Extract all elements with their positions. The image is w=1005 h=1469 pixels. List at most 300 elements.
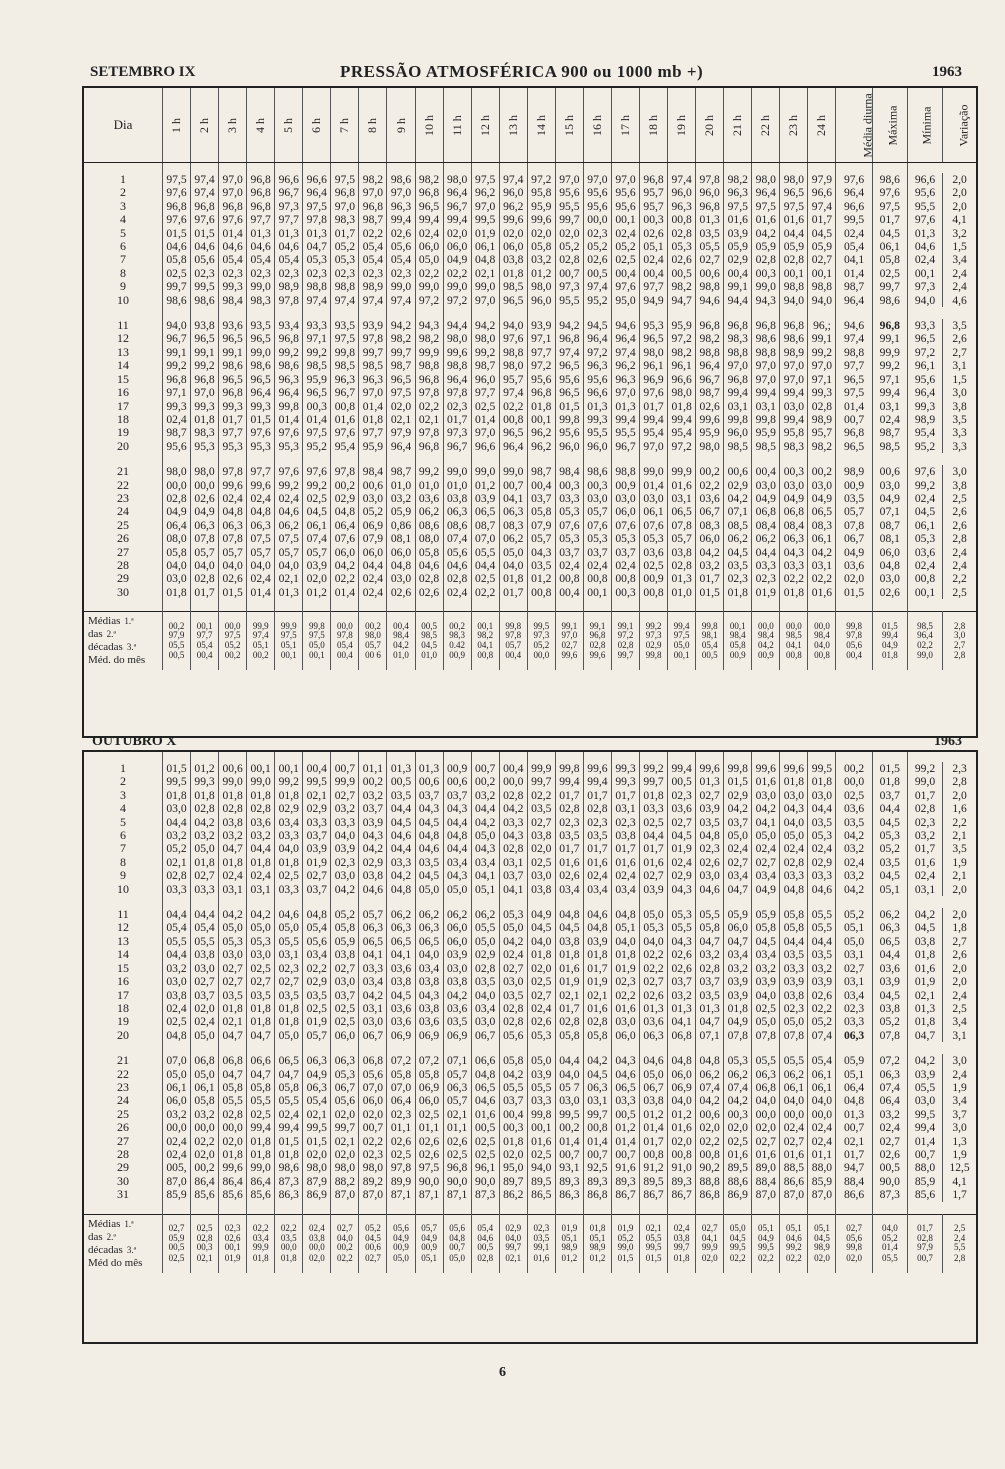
mean-value: 99,6 bbox=[561, 650, 578, 661]
value-cell: 01,3 bbox=[640, 1002, 668, 1015]
day-cell: 8 bbox=[119, 854, 126, 869]
value-cell: 01,6 bbox=[780, 213, 808, 226]
day-cell: 14 bbox=[116, 358, 129, 373]
value-cell: 02,4 bbox=[162, 1135, 190, 1148]
value-cell: 99,9 bbox=[668, 465, 696, 478]
value-cell: 96,8 bbox=[359, 200, 387, 213]
value-cell: 01,7 bbox=[611, 789, 639, 802]
table-row bbox=[84, 989, 976, 1002]
mean-value: 00,1 bbox=[477, 620, 494, 631]
value-cell: 02,4 bbox=[808, 1121, 836, 1134]
value-cell: 02,3 bbox=[443, 400, 471, 413]
value-cell: 08,1 bbox=[387, 532, 415, 545]
value-cell: 06,3 bbox=[640, 1029, 668, 1042]
value-cell: 05,0 bbox=[191, 842, 219, 855]
value-cell: 03,8 bbox=[162, 989, 190, 1002]
value-cell: 1,3 bbox=[943, 1135, 976, 1148]
means-cell bbox=[331, 612, 359, 671]
value-cell: 04,4 bbox=[872, 948, 907, 961]
value-cell: 95,3 bbox=[219, 440, 247, 453]
mean-value: 98,4 bbox=[757, 630, 774, 641]
value-cell: 05,9 bbox=[724, 908, 752, 921]
october-year: 1963 bbox=[934, 734, 962, 749]
value-cell: 96,6 bbox=[668, 373, 696, 386]
day-cell: 20 bbox=[116, 1027, 129, 1042]
value-cell: 03,3 bbox=[191, 883, 219, 896]
spacer-cell bbox=[668, 163, 696, 174]
value-cell: 04,6 bbox=[162, 240, 190, 253]
column-header-label: 8 h bbox=[365, 117, 380, 133]
value-cell: 97,7 bbox=[836, 359, 872, 372]
value-cell: 96,3 bbox=[359, 373, 387, 386]
value-cell: 00,5 bbox=[583, 267, 611, 280]
mean-value: 2,8 bbox=[953, 620, 966, 631]
mean-value: 05,8 bbox=[729, 639, 746, 650]
value-cell: 3,7 bbox=[943, 1108, 976, 1121]
table-row bbox=[84, 253, 976, 266]
column-header bbox=[943, 88, 976, 163]
day-cell: 11 bbox=[117, 907, 129, 922]
value-cell: 99,3 bbox=[907, 400, 942, 413]
value-cell: 98,0 bbox=[527, 280, 555, 293]
mean-value: 00,5 bbox=[168, 1242, 185, 1253]
value-cell: 02,5 bbox=[471, 400, 499, 413]
value-cell: 02,6 bbox=[415, 1148, 443, 1161]
value-cell: 00,4 bbox=[303, 762, 331, 775]
value-cell: 05,5 bbox=[162, 935, 190, 948]
value-cell: 01,8 bbox=[247, 1135, 275, 1148]
value-cell: 95,6 bbox=[611, 200, 639, 213]
value-cell: 01,8 bbox=[275, 856, 303, 869]
value-cell: 01,6 bbox=[640, 856, 668, 869]
value-cell: 96,8 bbox=[331, 186, 359, 199]
value-cell: 02,4 bbox=[836, 856, 872, 869]
value-cell: 95,3 bbox=[191, 440, 219, 453]
mean-value: 05,6 bbox=[393, 1223, 409, 1234]
value-cell: 05,2 bbox=[808, 1015, 836, 1028]
value-cell: 00,5 bbox=[668, 267, 696, 280]
value-cell: 06,4 bbox=[331, 519, 359, 532]
value-cell: 00,1 bbox=[527, 413, 555, 426]
value-cell: 93,1 bbox=[555, 1161, 583, 1174]
value-cell: 99,2 bbox=[275, 346, 303, 359]
value-cell: 05,0 bbox=[640, 908, 668, 921]
mean-value: 00,1 bbox=[729, 620, 746, 631]
value-cell: 03,9 bbox=[724, 227, 752, 240]
value-cell: 01,5 bbox=[696, 586, 724, 599]
value-cell: 99,7 bbox=[387, 346, 415, 359]
value-cell: 00,2 bbox=[696, 465, 724, 478]
value-cell: 96,8 bbox=[219, 200, 247, 213]
value-cell: 02,9 bbox=[808, 856, 836, 869]
value-cell: 98,5 bbox=[872, 440, 907, 453]
value-cell: 05,5 bbox=[247, 1094, 275, 1107]
value-cell: 01,8 bbox=[527, 400, 555, 413]
value-cell: 97,0 bbox=[640, 440, 668, 453]
value-cell: 95,6 bbox=[162, 440, 190, 453]
means-cell bbox=[331, 1214, 359, 1273]
value-cell: 96,0 bbox=[724, 426, 752, 439]
value-cell: 96,5 bbox=[303, 386, 331, 399]
spacer-cell bbox=[527, 163, 555, 174]
mean-value: 2,8 bbox=[953, 1252, 966, 1263]
mean-value: 02,3 bbox=[533, 1223, 550, 1234]
value-cell: 03,1 bbox=[872, 400, 907, 413]
value-cell: 1,8 bbox=[943, 921, 976, 934]
value-cell: 00,1 bbox=[527, 1121, 555, 1134]
value-cell: 01,8 bbox=[583, 948, 611, 961]
value-cell: 98,0 bbox=[443, 332, 471, 345]
table-row bbox=[84, 1054, 976, 1067]
means-cell bbox=[527, 612, 555, 671]
value-cell: 02,0 bbox=[555, 227, 583, 240]
mean-value: 01,5 bbox=[617, 1252, 634, 1263]
value-cell: 96,4 bbox=[499, 440, 527, 453]
table-row bbox=[84, 359, 976, 372]
mean-value: 02,2 bbox=[917, 639, 933, 650]
value-cell: 01,9 bbox=[303, 1015, 331, 1028]
value-cell: 05,2 bbox=[555, 240, 583, 253]
value-cell: 00,1 bbox=[808, 267, 836, 280]
value-cell: 98,6 bbox=[275, 1161, 303, 1174]
spacer-cell bbox=[331, 307, 359, 319]
means-label-text: Médias bbox=[88, 1217, 121, 1230]
day-cell: 18 bbox=[116, 1000, 129, 1015]
value-cell: 04,2 bbox=[191, 816, 219, 829]
value-cell: 01,8 bbox=[611, 948, 639, 961]
value-cell: 99,6 bbox=[527, 213, 555, 226]
column-header bbox=[303, 88, 331, 163]
value-cell: 03,8 bbox=[387, 975, 415, 988]
value-cell: 97,2 bbox=[668, 332, 696, 345]
value-cell: 94,0 bbox=[527, 1161, 555, 1174]
value-cell: 05,3 bbox=[907, 532, 942, 545]
mean-value: 02,1 bbox=[645, 1223, 662, 1234]
value-cell: 87,0 bbox=[359, 1188, 387, 1201]
value-cell: 03,1 bbox=[359, 1002, 387, 1015]
value-cell: 93,9 bbox=[527, 319, 555, 332]
value-cell: 03,8 bbox=[415, 975, 443, 988]
spacer-row bbox=[84, 752, 976, 762]
value-cell: 02,8 bbox=[191, 802, 219, 815]
value-cell: 00,8 bbox=[696, 1148, 724, 1161]
spacer-cell bbox=[668, 453, 696, 465]
value-cell: 02,8 bbox=[219, 1108, 247, 1121]
value-cell: 96,3 bbox=[724, 186, 752, 199]
value-cell: 01,4 bbox=[275, 413, 303, 426]
value-cell: 01,4 bbox=[219, 227, 247, 240]
value-cell: 99,3 bbox=[583, 413, 611, 426]
spacer-row bbox=[84, 599, 976, 612]
value-cell: 98,2 bbox=[668, 280, 696, 293]
value-cell: 04,5 bbox=[387, 989, 415, 1002]
value-cell: 97,1 bbox=[303, 332, 331, 345]
value-cell: 05,4 bbox=[359, 240, 387, 253]
value-cell: 04,4 bbox=[471, 559, 499, 572]
value-cell: 05,8 bbox=[219, 1081, 247, 1094]
value-cell: 07,0 bbox=[471, 532, 499, 545]
value-cell: 05,4 bbox=[162, 921, 190, 934]
value-cell: 03,8 bbox=[527, 829, 555, 842]
value-cell: 2,0 bbox=[943, 200, 976, 213]
value-cell: 98,6 bbox=[872, 294, 907, 307]
value-cell: 1,7 bbox=[943, 1188, 976, 1201]
value-cell: 96,4 bbox=[275, 386, 303, 399]
value-cell: 99,4 bbox=[247, 1121, 275, 1134]
means-label-text: das bbox=[88, 628, 103, 641]
value-cell: 01,7 bbox=[640, 1135, 668, 1148]
value-cell: 07,5 bbox=[247, 532, 275, 545]
value-cell: 3,1 bbox=[943, 359, 976, 372]
value-cell: 97,1 bbox=[808, 373, 836, 386]
value-cell: 04,7 bbox=[219, 1029, 247, 1042]
mean-value: 00,5 bbox=[421, 620, 437, 631]
value-cell: 03,3 bbox=[611, 1094, 639, 1107]
value-cell: 02,4 bbox=[191, 1015, 219, 1028]
spacer-cell bbox=[303, 896, 331, 908]
value-cell: 04,7 bbox=[219, 842, 247, 855]
value-cell: 00,6 bbox=[359, 479, 387, 492]
value-cell: 02,2 bbox=[808, 572, 836, 585]
value-cell: 02,7 bbox=[640, 869, 668, 882]
mean-value: 00,1 bbox=[224, 1242, 241, 1253]
spacer-cell bbox=[219, 163, 247, 174]
spacer-cell bbox=[387, 1202, 415, 1215]
value-cell: 2,0 bbox=[943, 173, 976, 186]
value-cell: 07,6 bbox=[640, 519, 668, 532]
value-cell: 04,0 bbox=[499, 559, 527, 572]
value-cell: 05,0 bbox=[471, 935, 499, 948]
mean-value: 05,1 bbox=[589, 1232, 606, 1243]
value-cell: 05,3 bbox=[611, 532, 639, 545]
value-cell: 85,6 bbox=[907, 1188, 942, 1201]
value-cell: 98,0 bbox=[303, 1161, 331, 1174]
mean-value: 01,9 bbox=[224, 1252, 241, 1263]
value-cell: 05,8 bbox=[555, 1029, 583, 1042]
value-cell: 97,0 bbox=[583, 173, 611, 186]
spacer-cell bbox=[471, 896, 499, 908]
value-cell: 97,8 bbox=[219, 465, 247, 478]
value-cell: 03,2 bbox=[359, 789, 387, 802]
column-header-label: 9 h bbox=[393, 117, 408, 133]
spacer-cell bbox=[247, 163, 275, 174]
value-cell: 01,4 bbox=[359, 400, 387, 413]
value-cell: 01,3 bbox=[415, 762, 443, 775]
value-cell: 2,0 bbox=[943, 908, 976, 921]
value-cell: 01,7 bbox=[640, 400, 668, 413]
value-cell: 85,9 bbox=[808, 1175, 836, 1188]
spacer-cell bbox=[752, 163, 780, 174]
value-cell: 91,6 bbox=[611, 1161, 639, 1174]
value-cell: 04,4 bbox=[443, 816, 471, 829]
value-cell: 00,3 bbox=[752, 267, 780, 280]
value-cell: 03,7 bbox=[443, 789, 471, 802]
value-cell: 96,3 bbox=[275, 373, 303, 386]
value-cell: 99,6 bbox=[219, 479, 247, 492]
value-cell: 06,9 bbox=[415, 1029, 443, 1042]
value-cell: 04,9 bbox=[808, 492, 836, 505]
value-cell: 95,6 bbox=[583, 373, 611, 386]
mean-value: 05,4 bbox=[196, 639, 213, 650]
value-cell: 01,8 bbox=[247, 789, 275, 802]
value-cell: 03,0 bbox=[780, 789, 808, 802]
value-cell: 02,3 bbox=[191, 267, 219, 280]
spacer-cell bbox=[247, 752, 275, 762]
spacer-cell bbox=[331, 453, 359, 465]
value-cell: 03,8 bbox=[331, 948, 359, 961]
mean-value: 02,3 bbox=[224, 1223, 241, 1234]
value-cell: 05,2 bbox=[162, 842, 190, 855]
value-cell: 00,0 bbox=[583, 213, 611, 226]
mean-value: 02,2 bbox=[252, 1223, 269, 1234]
value-cell: 00,9 bbox=[836, 479, 872, 492]
value-cell: 01,7 bbox=[583, 962, 611, 975]
value-cell: 01,3 bbox=[387, 762, 415, 775]
day-cell: 27 bbox=[116, 1133, 129, 1148]
value-cell: 04,2 bbox=[836, 829, 872, 842]
value-cell: 3,0 bbox=[943, 386, 976, 399]
value-cell: 03,5 bbox=[443, 1015, 471, 1028]
value-cell: 00,8 bbox=[668, 1148, 696, 1161]
mean-value: 98,0 bbox=[365, 630, 381, 641]
means-cell bbox=[752, 1214, 780, 1273]
spacer-cell bbox=[359, 163, 387, 174]
spacer-cell bbox=[443, 599, 471, 612]
value-cell: 97,4 bbox=[499, 386, 527, 399]
value-cell: 02,4 bbox=[359, 586, 387, 599]
value-cell: 95,4 bbox=[331, 440, 359, 453]
value-cell: 03,5 bbox=[696, 816, 724, 829]
table-row bbox=[84, 1135, 976, 1148]
value-cell: 04,1 bbox=[752, 816, 780, 829]
value-cell: 05,2 bbox=[836, 908, 872, 921]
spacer-cell bbox=[275, 1202, 303, 1215]
value-cell: 05,6 bbox=[387, 240, 415, 253]
value-cell: 01,8 bbox=[247, 1015, 275, 1028]
value-cell: 00,7 bbox=[331, 762, 359, 775]
value-cell: 00,6 bbox=[415, 775, 443, 788]
value-cell: 02,6 bbox=[415, 1135, 443, 1148]
spacer-cell bbox=[162, 1202, 190, 1215]
spacer-cell bbox=[808, 163, 836, 174]
value-cell: 96,8 bbox=[752, 319, 780, 332]
value-cell: 96,4 bbox=[387, 440, 415, 453]
value-cell: 02,0 bbox=[499, 1148, 527, 1161]
value-cell: 04,2 bbox=[443, 989, 471, 1002]
means-cell bbox=[780, 1214, 808, 1273]
value-cell: 98,0 bbox=[331, 1161, 359, 1174]
mean-value: 97,2 bbox=[617, 630, 634, 641]
value-cell: 97,6 bbox=[303, 465, 331, 478]
value-cell: 02,6 bbox=[443, 1135, 471, 1148]
mean-value: 00,0 bbox=[533, 650, 550, 661]
value-cell: 87,1 bbox=[415, 1188, 443, 1201]
value-cell: 97,0 bbox=[359, 386, 387, 399]
mean-value: 99,7 bbox=[673, 1242, 690, 1253]
value-cell: 05,4 bbox=[247, 253, 275, 266]
value-cell: 02,7 bbox=[275, 975, 303, 988]
value-cell: 00,1 bbox=[907, 267, 942, 280]
value-cell: 03,2 bbox=[668, 989, 696, 1002]
mean-value: 97,3 bbox=[645, 630, 662, 641]
value-cell: 87,0 bbox=[162, 1175, 190, 1188]
spacer-cell bbox=[499, 752, 527, 762]
value-cell: 98,0 bbox=[162, 465, 190, 478]
spacer-cell bbox=[724, 599, 752, 612]
value-cell: 97,0 bbox=[752, 359, 780, 372]
value-cell: 03,1 bbox=[583, 1094, 611, 1107]
value-cell: 03,2 bbox=[527, 253, 555, 266]
value-cell: 08,6 bbox=[415, 519, 443, 532]
mean-value: 02,9 bbox=[505, 1223, 522, 1234]
spacer-cell bbox=[275, 896, 303, 908]
value-cell: 01,8 bbox=[668, 400, 696, 413]
value-cell: 04,5 bbox=[872, 869, 907, 882]
value-cell: 03,1 bbox=[499, 856, 527, 869]
value-cell: 97,5 bbox=[836, 386, 872, 399]
value-cell: 99,7 bbox=[527, 775, 555, 788]
day-cell: 11 bbox=[117, 318, 129, 333]
value-cell: 05,0 bbox=[191, 1068, 219, 1081]
value-cell: 90,0 bbox=[415, 1175, 443, 1188]
value-cell: 05,8 bbox=[527, 505, 555, 518]
value-cell: 04,6 bbox=[696, 883, 724, 896]
value-cell: 04,8 bbox=[611, 908, 639, 921]
means-cell bbox=[611, 612, 639, 671]
column-header-label: Variação bbox=[956, 104, 971, 146]
value-cell: 96,4 bbox=[583, 332, 611, 345]
spacer-cell bbox=[303, 1202, 331, 1215]
value-cell: 03,0 bbox=[387, 572, 415, 585]
spacer-cell bbox=[275, 163, 303, 174]
value-cell: 99,2 bbox=[808, 346, 836, 359]
value-cell: 02,0 bbox=[752, 1121, 780, 1134]
value-cell: 02,7 bbox=[808, 253, 836, 266]
value-cell: 04,7 bbox=[724, 935, 752, 948]
spacer-cell bbox=[219, 307, 247, 319]
spacer-cell bbox=[471, 453, 499, 465]
value-cell: 86,9 bbox=[724, 1188, 752, 1201]
mean-value: 04,1 bbox=[477, 639, 494, 650]
mean-value: 02,2 bbox=[280, 1223, 297, 1234]
value-cell: 98,0 bbox=[499, 359, 527, 372]
value-cell: 01,3 bbox=[275, 586, 303, 599]
spacer-cell bbox=[415, 453, 443, 465]
value-cell: 06,2 bbox=[443, 908, 471, 921]
value-cell: 3,5 bbox=[943, 842, 976, 855]
column-header bbox=[162, 88, 190, 163]
value-cell: 05,7 bbox=[247, 546, 275, 559]
spacer-cell bbox=[872, 453, 907, 465]
value-cell: 02,8 bbox=[668, 559, 696, 572]
value-cell: 05,9 bbox=[387, 505, 415, 518]
value-cell: 02,1 bbox=[162, 856, 190, 869]
value-cell: 04,9 bbox=[780, 492, 808, 505]
value-cell: 03,9 bbox=[640, 883, 668, 896]
means-cell bbox=[387, 1214, 415, 1273]
value-cell: 96,5 bbox=[907, 332, 942, 345]
value-cell: 03,0 bbox=[359, 492, 387, 505]
value-cell: 04,3 bbox=[499, 829, 527, 842]
value-cell: 02,3 bbox=[611, 975, 639, 988]
mean-value: 02,7 bbox=[561, 639, 578, 650]
value-cell: 07,8 bbox=[219, 532, 247, 545]
value-cell: 98,6 bbox=[872, 173, 907, 186]
value-cell: 99,5 bbox=[303, 1121, 331, 1134]
value-cell: 04,1 bbox=[668, 1015, 696, 1028]
mean-value: 05,2 bbox=[881, 1232, 898, 1243]
value-cell: 05,4 bbox=[359, 253, 387, 266]
